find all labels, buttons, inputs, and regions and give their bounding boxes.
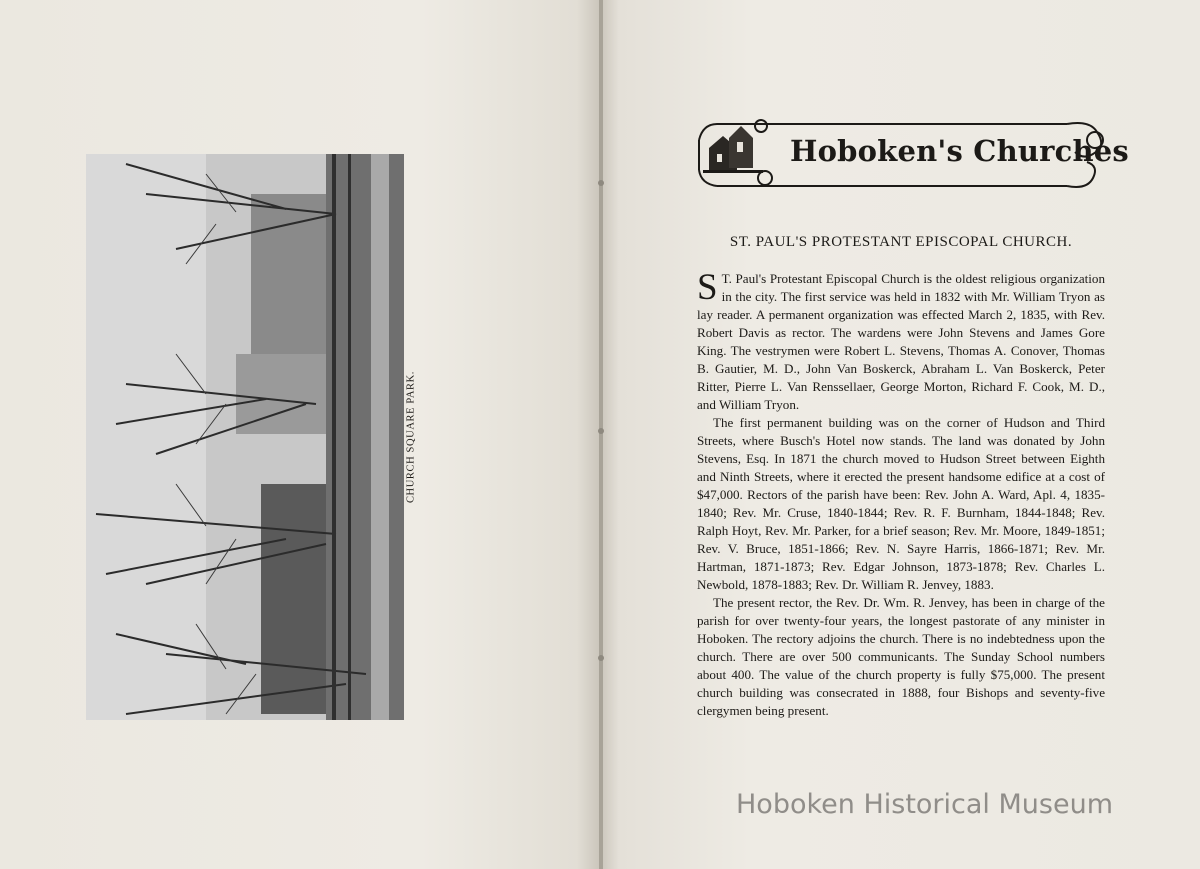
book-gutter [599, 0, 603, 869]
paragraph-2: The first permanent building was on the corner of Hudson and Third Streets, where Busch's Hotel now stands. The land was donated by John Stevens, Esq. In 1871 the church moved to Hudson Street between Eighth and Ninth Streets, where it erected the present handsome edifice at a cost of $47,000. Rectors of the parish have been: Rev. John A. Ward, Apl. 4, 1835-1840; Rev. Mr. Cruse, 1840-1844; Rev. R. F. Burnham, 1844-1848; Rev. Ralph Hoyt, Rev. Mr. Parker, for a brief season; Rev. Mr. Moore, 1849-1851; Rev. V. Bruce, 1851-1866; Rev. N. Sayre Harris, 1866-1871; Rev. Mr. Hartman, 1871-1873; Rev. Edgar Johnson, 1873-1878; Rev. Charles L. Newbold, 1878-1883; Rev. Dr. William R. Jenvey, 1883. [697, 415, 1105, 592]
museum-watermark: Hoboken Historical Museum [736, 789, 1114, 820]
binding-stitch [598, 180, 604, 186]
binding-stitch [598, 655, 604, 661]
drop-cap: S [697, 267, 718, 308]
paragraph-1 [697, 267, 1105, 414]
article-body [697, 267, 1105, 720]
photo-caption-text: CHURCH SQUARE PARK. [405, 370, 417, 504]
page-heading: Hoboken's Churches [790, 134, 1129, 168]
paragraph-1-text: T. Paul's Protestant Episcopal Church is the oldest religious organization in the city. The first service was held in 1832 with Mr. William Tryon as lay reader. A permanent organization was effected March 2, 1835, with Rev. Robert Davis as rector. The wardens were John Stevens and James Gore King. The vestrymen were Robert L. Stevens, Thomas A. Conover, Thomas B. Gautier, M. D., John Van Boskerck, Abraham L. Van Boskerck, Peter Ritter, Pierre L. Van Renssellaer, George Morton, Richard F. Cook, M. D., and William Tryon. [697, 271, 1105, 412]
church-square-park-photo [86, 154, 404, 720]
paragraph-3: The present rector, the Rev. Dr. Wm. R. Jenvey, has been in charge of the parish for over twenty-four years, the longest pastorate of any minister in Hoboken. The rectory adjoins the church. There is no indebtedness upon the church. There are over 500 communicants. The Sunday School numbers about 400. The value of the church property is fully $75,000. The present church building was consecrated in 1888, four Bishops and seventy-five clergymen being present. [697, 595, 1105, 718]
section-title: ST. PAUL'S PROTESTANT EPISCOPAL CHURCH. [729, 234, 1073, 250]
binding-stitch [598, 428, 604, 434]
